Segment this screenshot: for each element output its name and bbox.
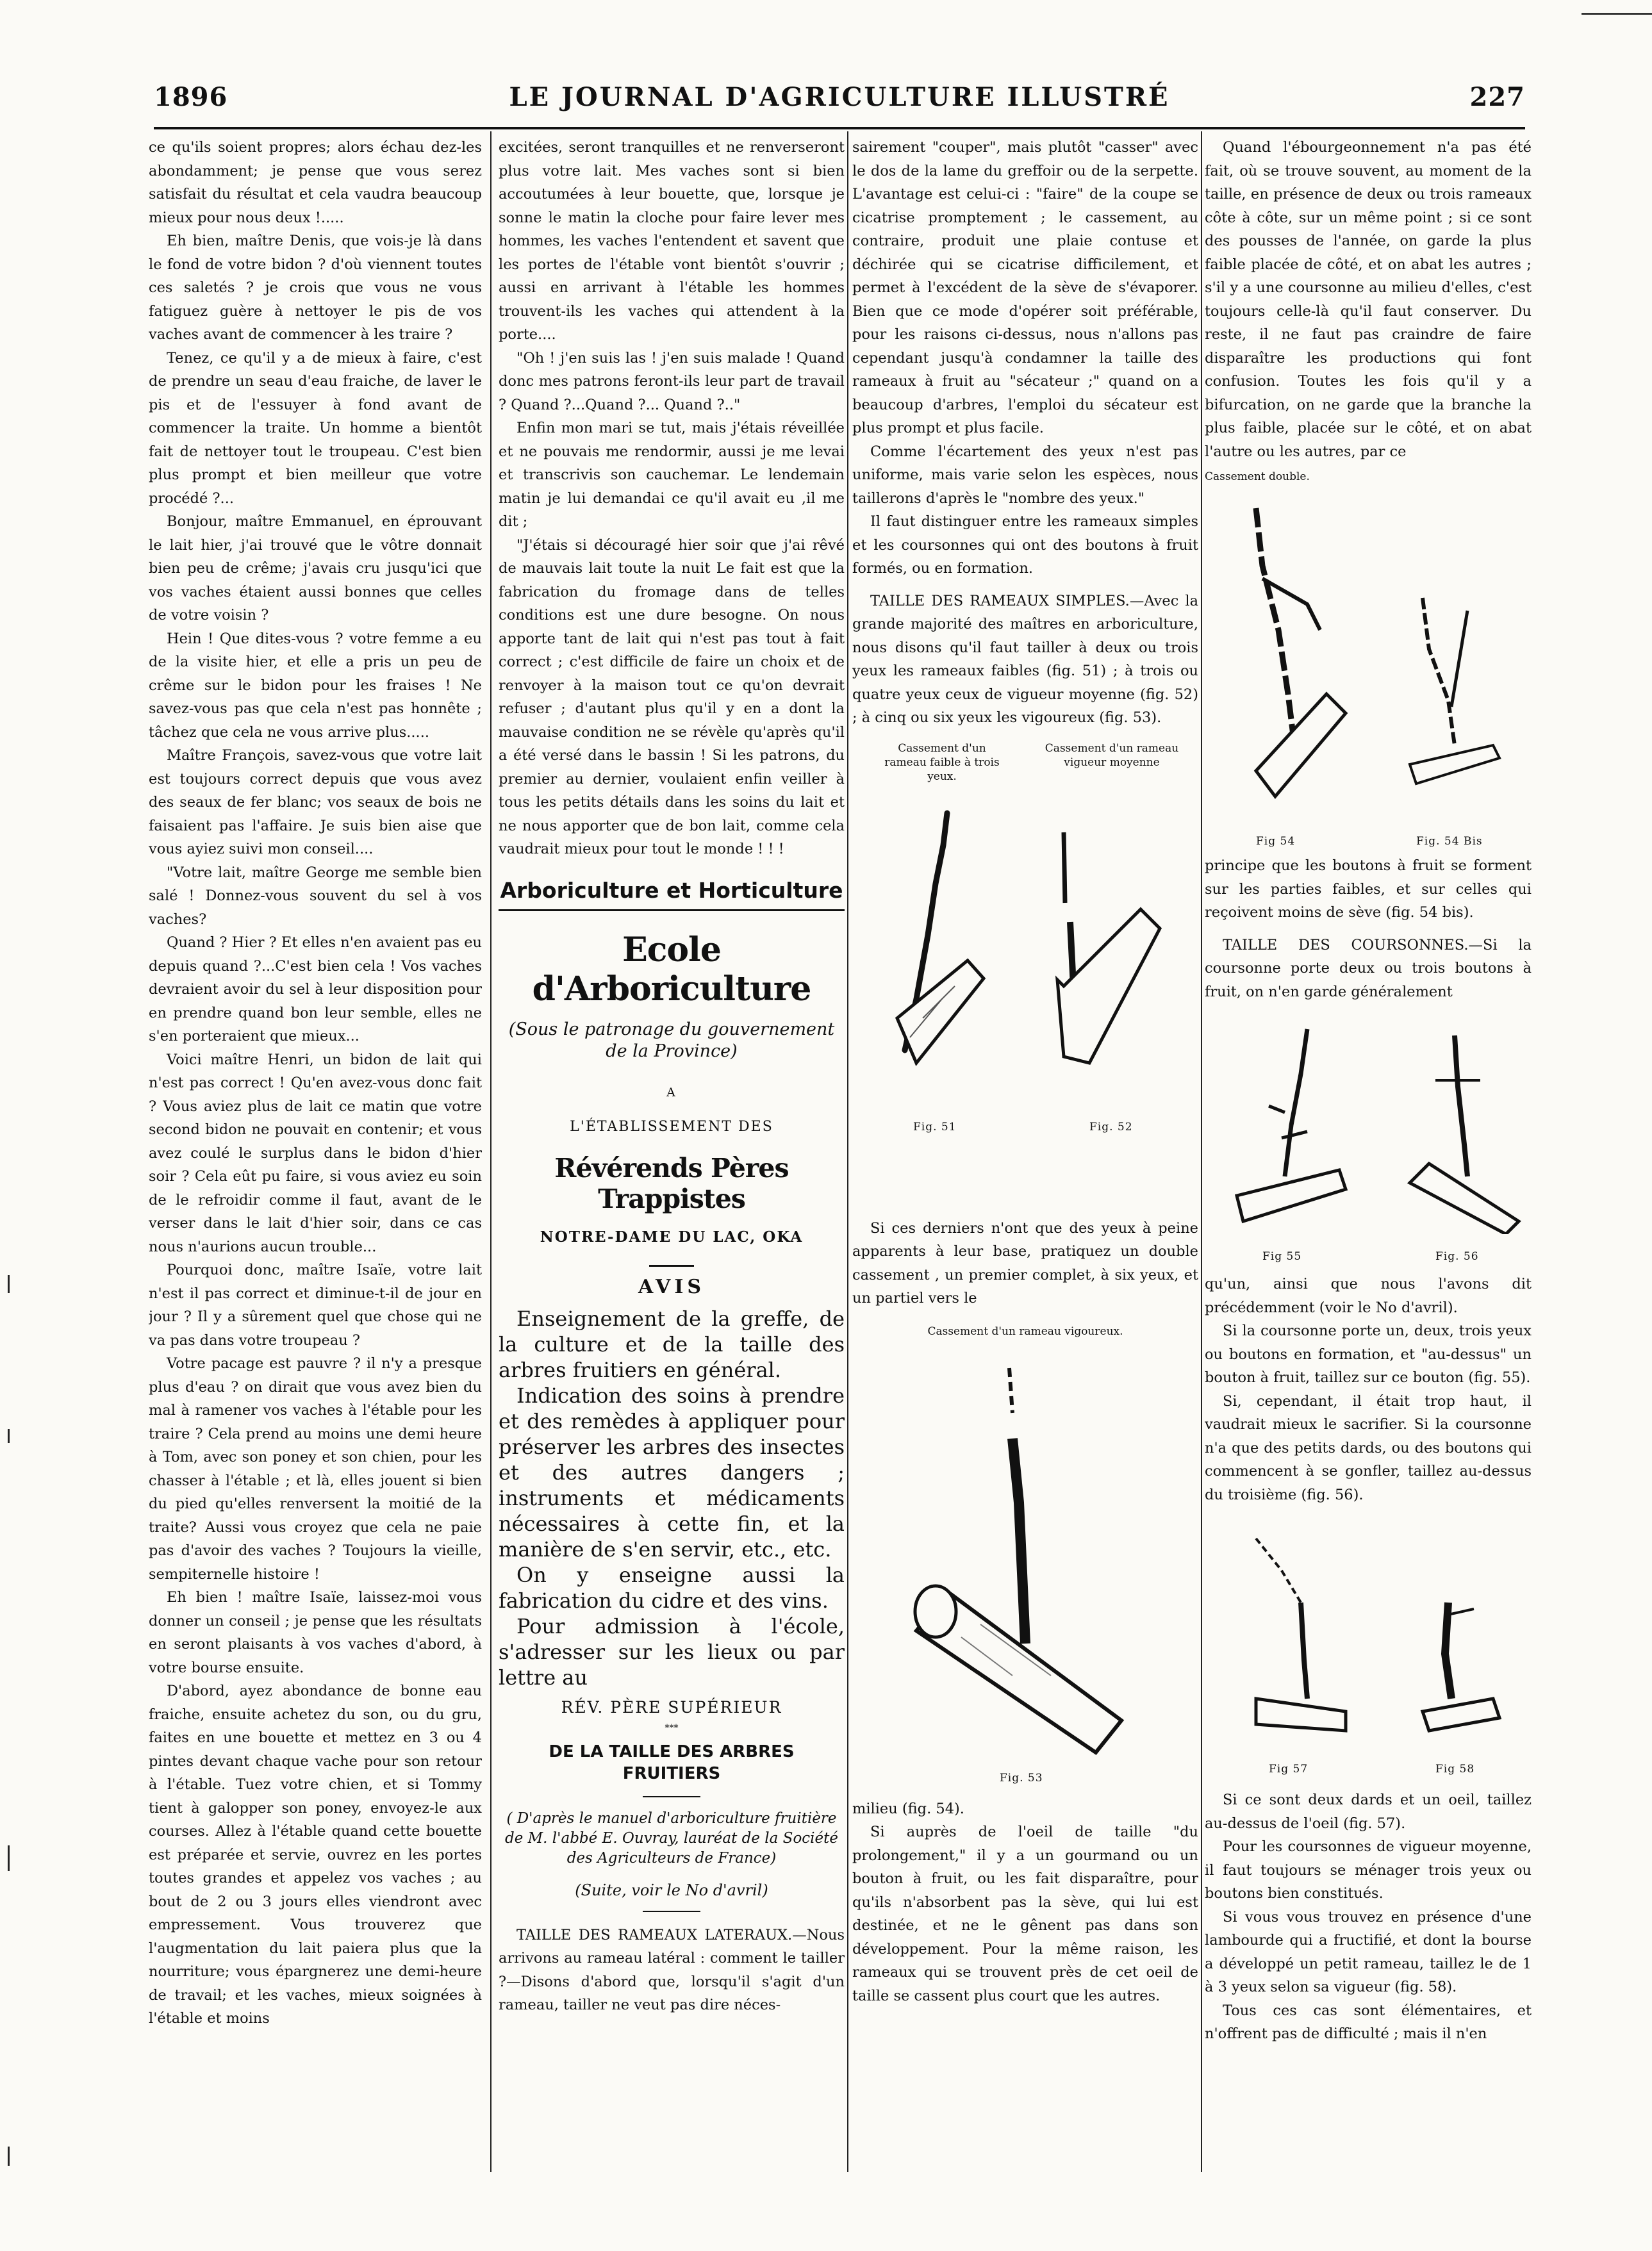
margin-mark <box>8 1845 10 1871</box>
paragraph: Si ces derniers n'ont que des yeux à peine apparents à leur base, pratiquez un double cassement , un premier complet, à six yeux, et un partiel vers le <box>852 1219 1198 1307</box>
paragraph: Si la coursonne porte un, deux, trois yeux ou boutons en formation, et "au-dessus" un bouton à fruit, taillez sur ce bouton (fig. 55). <box>1205 1323 1532 1386</box>
article-title: DE LA TAILLE DES ARBRES FRUITIERS <box>549 1742 795 1783</box>
paragraph: Comme l'écartement des yeux n'est pas uniforme, mais varie selon les espèces, nous taillerons d'après le "nombre des yeux." <box>852 443 1198 507</box>
fig-52-label: Fig. 52 <box>1089 1120 1133 1134</box>
paragraph: "Oh ! j'en suis las ! j'en suis malade ! Quand donc mes patrons feront-ils leur part de travail ? Quand ?...Quand ?... Quand ?.." <box>499 349 845 413</box>
header-rule <box>154 127 1525 129</box>
section-heading: Arboriculture et Horticulture <box>500 877 843 903</box>
paragraph: Pourquoi donc, maître Isaïe, votre lait n'est il pas correct et diminue-t-il de jour en jour ? Il y a sûrement quel que chose qui ne va pas dans votre troupeau ? <box>149 1262 482 1349</box>
fig-55-drawing <box>1230 1023 1359 1234</box>
paragraph: qu'un, ainsi que nous l'avons dit précédemment (voir le No d'avril). <box>1205 1276 1532 1316</box>
paragraph: excitées, seront tranquilles et ne renverseront plus votre lait. Mes vaches sont si bien accoutumées à leur bouette, que, lorsque je sonne le matin la cloche pour faire lever mes hommes, les vaches l'entendent et savent que les portes de l'étable vont bientôt s'ouvrir ; aussi en arrivant à l'étable les hommes trouvent-ils les vaches qui attendent à la porte.... <box>499 139 845 343</box>
fig-53-label: Fig. 53 <box>1000 1771 1043 1785</box>
patronage-note: (Sous le patronage du gouvernement de la Province) <box>508 1019 835 1061</box>
margin-mark <box>8 1429 10 1443</box>
ornament-stars: *** <box>665 1722 679 1733</box>
fig-54-label: Fig 54 <box>1256 835 1296 848</box>
caption-51: Cassement d'un rameau faible à trois yeux. <box>884 741 1000 783</box>
etablissement-line: L'ÉTABLISSEMENT DES <box>570 1118 773 1135</box>
continued-note: (Suite, voir le No d'avril) <box>575 1881 768 1899</box>
paragraph: TAILLE DES RAMEAUX LATERAUX.—Nous arrivons au rameau latéral : comment le tailler ?—Disons d'abord que, lorsqu'il s'agit d'un rameau, tailler ne veut pas dire néces- <box>499 1926 845 2013</box>
fig-56-drawing <box>1397 1029 1525 1234</box>
paragraph: Si auprès de l'oeil de taille "du prolongement," il y a un gourmand ou un bouton à fruit, ou les fait disparaître, pour qu'ils n'absorbent pas la sève, qui lui est destinée, et ne le gênent pas dans son développement. Pour la même raison, les rameaux qui se trouvent près de cet oeil de taille se cassent plus court que les autres. <box>852 1824 1198 2004</box>
paragraph: Maître François, savez-vous que votre lait est toujours correct depuis que vous avez des seaux de fer blanc; vos seaux de bois ne faisaient pas l'affaire. Je suis bien aise que vous ayiez suivi mon conseil.... <box>149 747 482 857</box>
column-rule <box>490 131 491 2172</box>
caption-52: Cassement d'un rameau vigueur moyenne <box>1045 741 1179 769</box>
paragraph: Si ce sont deux dards et un oeil, taillez au-dessus de l'oeil (fig. 57). <box>1205 1792 1532 1832</box>
paragraph: Tenez, ce qu'il y a de mieux à faire, c'est de prendre un seau d'eau fraiche, de laver le pis et de l'essuyer à fond avant de commencer la traite. Un homme a bientôt fait de nettoyer tout le troupeau. C'est bien plus prompt et bien meilleur que votre procédé ?... <box>149 349 482 507</box>
divider <box>643 1911 700 1912</box>
fig-55-label: Fig 55 <box>1262 1250 1302 1263</box>
paragraph: Si vous vous trouvez en présence d'une lambourde qui a fructifié, et dont la bourse a développé un petit rameau, taillez le de 1 à 3 yeux selon sa vigueur (fig. 58). <box>1205 1908 1532 1995</box>
caption-double: Cassement double. <box>1205 470 1310 483</box>
corner-rule <box>1582 13 1652 15</box>
paragraph: Hein ! Que dites-vous ? votre femme a eu de la visite hier, et elle a pris un peu de crême sur le bidon pour les fraises ! Ne savez-vous pas que cela n'est pas honnête ; tâchez que cela ne vous arrive plus..... <box>149 630 482 741</box>
school-title: Ecole d'Arboriculture <box>532 930 811 1009</box>
paragraph: Quand ? Hier ? Et elles n'en avaient pas eu depuis quand ?...C'est bien cela ! Vos vaches devraient avoir du sel à leur disposition pour en prendre quand bon leur semble, elles ne s'en porteraient que mieux... <box>149 934 482 1044</box>
avis-body <box>499 1306 845 1690</box>
fig-54-drawing <box>1218 502 1359 809</box>
margin-mark <box>8 1275 10 1293</box>
paragraph: sairement "couper", mais plutôt "casser" avec le dos de la lame du greffoir ou de la serpette. L'avantage est celui-ci : "faire" de la coupe se cicatrise promptement ; le cassement, au contraire, produit une plaie contuse et déchirée qui se cicatrise difficilement, et permet à l'excédent de la sève de s'évaporer. Bien que ce mode d'opérer soit préférable, pour les raisons ci-dessus, nous n'allons pas cependant jusqu'à condamner la taille des rameaux à fruit au "sécateur ;" quand on a beaucoup d'arbres, l'emploi du sécateur est plus prompt et plus facile. <box>852 139 1198 436</box>
header-year: 1896 <box>154 82 228 112</box>
paragraph: On y enseigne aussi la fabrication du cidre et des vins. <box>499 1562 845 1613</box>
fig-52-drawing <box>1045 826 1173 1095</box>
paragraph: Eh bien ! maître Isaïe, laissez-moi vous donner un conseil ; je pense que les résultats en seront plaisants à vos vaches d'abord, à votre bourse ensuite. <box>149 1589 482 1676</box>
divider <box>643 1796 700 1797</box>
paragraph: Pour admission à l'école, s'adresser sur les lieux ou par lettre au <box>499 1613 845 1690</box>
paragraph: Il faut distinguer entre les rameaux simples et les coursonnes qui ont des boutons à fruit formés, ou en formation. <box>852 513 1198 577</box>
paragraph: milieu (fig. 54). <box>852 1800 964 1817</box>
column-1 <box>149 136 482 2173</box>
fig-58-drawing <box>1416 1590 1506 1750</box>
fig-54bis-drawing <box>1397 591 1512 809</box>
paragraph: Quand l'ébourgeonnement n'a pas été fait, où se trouve souvent, au moment de la taille, en présence de deux ou trois rameaux côte à côte, sur un même point ; si ce sont des pousses de l'année, on garde la plus faible placée de côté, et on abat les autres ; s'il y a une coursonne au milieu d'elles, c'est toujours celle-là qu'il faut conserver. Du reste, il ne faut pas craindre de faire disparaître les productions qui font confusion. Toutes les fois qu'il y a bifurcation, on ne garde que la branche la plus faible, placée sur le côté, et on abat l'autre ou les autres, par ce <box>1205 139 1532 460</box>
location-line: NOTRE-DAME DU LAC, OKA <box>540 1228 804 1246</box>
figures-55-56 <box>1205 1003 1532 1273</box>
source-note: ( D'après le manuel d'arboriculture fruitière de M. l'abbé E. Ouvray, lauréat de la Société des Agriculteurs de France) <box>504 1810 838 1867</box>
paragraph: Indication des soins à prendre et des remèdes à appliquer pour préserver les arbres des insectes et des autres dangers ; instruments et médicaments nécessaires à cette fin, et la manière de s'en servir, etc., etc. <box>499 1383 845 1562</box>
divider <box>649 1265 694 1267</box>
paragraph: Pour les coursonnes de vigueur moyenne, il faut toujours se ménager trois yeux ou boutons bien constitués. <box>1205 1838 1532 1902</box>
column-2 <box>499 136 845 2173</box>
page-header <box>154 82 1525 120</box>
column-rule <box>1201 131 1202 2172</box>
caption-53: Cassement d'un rameau vigoureux. <box>927 1324 1123 1338</box>
paragraph: "J'étais si découragé hier soir que j'ai rêvé de mauvais lait toute la nuit Le fait est que la fabrication du fromage dans de telles conditions est une dure besogne. On nous apporte tant de lait qui n'est pas tout à fait correct ; c'est difficile de faire un choix et de renvoyer à la maison tout ce qu'on devrait refuser ; d'autant plus qu'il y en a dont la mauvaise condition ne se révèle qu'après qu'il a été versé dans le bassin ! Si les patrons, du premier au dernier, voulaient enfin veiller à tous les petits détails dans les soins du lait et ne nous apporter que de bon lait, comme cela vaudrait mieux pour tout le monde ! ! ! <box>499 536 845 857</box>
figure-53 <box>852 1310 1198 1797</box>
a-line: A <box>666 1085 677 1100</box>
fig-57-drawing <box>1243 1532 1371 1750</box>
figures-51-52 <box>852 730 1198 1217</box>
fig-53-drawing <box>910 1362 1153 1759</box>
paragraph: D'abord, ayez abondance de bonne eau fraiche, ensuite achetez du son, ou du gru, faites en une bouette et mettez en 3 ou 4 pintes devant chaque vache pour son retour à l'étable. Tuez votre chien, et si Tommy tient à galopper son poney, envoyez-le aux courses. Allez à l'étable quand cette bouette est préparée et servie, ouvrez en les portes toutes grandes et appelez vos vaches ; au bout de 2 ou 3 jours elles viendront avec empressement. Vous trouverez que l'augmentation du lait paiera plus que la nourriture; vous épargnerez une demi-heure de travail; et les vaches, mieux soignées à l'étable et moins <box>149 1683 482 2027</box>
paragraph: Eh bien, maître Denis, que vois-je là dans le fond de votre bidon ? d'où viennent toutes ces saletés ? je crois que vous ne vous fatiguez guère à nettoyer le pis de vos vaches avant de commencer à les traire ? <box>149 233 482 343</box>
paragraph: TAILLE DES RAMEAUX SIMPLES.—Avec la grande majorité des maîtres en arboriculture, nous disons qu'il faut tailler à deux ou trois yeux les rameaux faibles (fig. 51) ; à trois ou quatre yeux ceux de vigueur moyenne (fig. 52) ; à cinq ou six yeux les vigoureux (fig. 53). <box>852 592 1198 726</box>
fig-51-drawing <box>871 807 1000 1076</box>
journal-title: LE JOURNAL D'AGRICULTURE ILLUSTRÉ <box>509 82 1170 112</box>
section-rule <box>499 909 845 911</box>
margin-mark <box>8 2147 10 2166</box>
paragraph: Tous ces cas sont élémentaires, et n'offrent pas de difficulté ; mais il n'en <box>1205 2002 1532 2042</box>
fig-58-label: Fig 58 <box>1435 1763 1475 1776</box>
paragraph: Si, cependant, il était trop haut, il vaudrait mieux le sacrifier. Si la coursonne n'a que des petits dards, ou des boutons qui commencent à se gonfler, taillez au-dessus du troisième (fig. 56). <box>1205 1392 1532 1503</box>
paragraph: Enseignement de la greffe, de la culture et de la taille des arbres fruitiers en général. <box>499 1306 845 1382</box>
paragraph: TAILLE DES COURSONNES.—Si la coursonne porte deux ou trois boutons à fruit, on n'en garde généralement <box>1205 936 1532 1000</box>
figures-54 <box>1205 463 1532 854</box>
column-3 <box>852 136 1198 2173</box>
fig-57-label: Fig 57 <box>1269 1763 1309 1776</box>
column-rule <box>847 131 848 2172</box>
paragraph: principe que les boutons à fruit se forment sur les parties faibles, et sur celles qui reçoivent moins de sève (fig. 54 bis). <box>1205 857 1532 921</box>
paragraph: Voici maître Henri, un bidon de lait qui n'est pas correct ! Qu'en avez-vous donc fait ? Vous aviez plus de lait ce matin que votre second bidon ne pouvait en contenir; et vous avez coulé le surplus dans le bidon d'hier soir ? Cela eût pu faire, si vous aviez eu soin de le refroidir comme il faut, avant de le verser dans le lait d'hier soir, dans ce cas nous n'aurions aucun trouble... <box>149 1051 482 1255</box>
paragraph: Enfin mon mari se tut, mais j'étais réveillée et ne pouvais me rendormir, aussi je me levai et transcrivis son cauchemar. Le lendemain matin je lui demandai ce qu'il avait eu ,il me dit ; <box>499 420 845 530</box>
column-4 <box>1205 136 1532 2173</box>
signature-line: RÉV. PÈRE SUPÉRIEUR <box>561 1697 782 1717</box>
figures-57-58 <box>1205 1506 1532 1788</box>
reverends-title: Révérends Pères Trappistes <box>554 1152 789 1214</box>
fig-54bis-label: Fig. 54 Bis <box>1416 835 1483 848</box>
avis-heading: AVIS <box>638 1275 706 1298</box>
paragraph: ce qu'ils soient propres; alors échau dez-les abondamment; je pense que vous serez satisfait du résultat et cela vaudra beaucoup mieux pour nous deux !..... <box>149 139 482 226</box>
fig-51-label: Fig. 51 <box>913 1120 957 1134</box>
paragraph: Votre pacage est pauvre ? il n'y a presque plus d'eau ? on dirait que vous avez bien du mal à ramener vos vaches à l'étable pour les traire ? Cela prend au moins une demi heure à Tom, avec son poney et son chien, pour les chasser à l'étable ; et là, elles jouent si bien du pied qu'elles renversent la moitié de la traite? Aussi vous croyez que cela ne paie pas d'avoir des vaches ? Toujours la vieille, sempiternelle histoire ! <box>149 1355 482 1583</box>
paragraph: "Votre lait, maître George me semble bien salé ! Donnez-vous souvent du sel à vos vaches? <box>149 864 482 928</box>
fig-56-label: Fig. 56 <box>1435 1250 1479 1263</box>
paragraph: Bonjour, maître Emmanuel, en éprouvant le lait hier, j'ai trouvé que le vôtre donnait bien peu de crême; j'avais cru jusqu'ici que vos vaches étaient aussi bonnes que celles de votre voisin ? <box>149 513 482 623</box>
page-number: 227 <box>1469 82 1525 112</box>
